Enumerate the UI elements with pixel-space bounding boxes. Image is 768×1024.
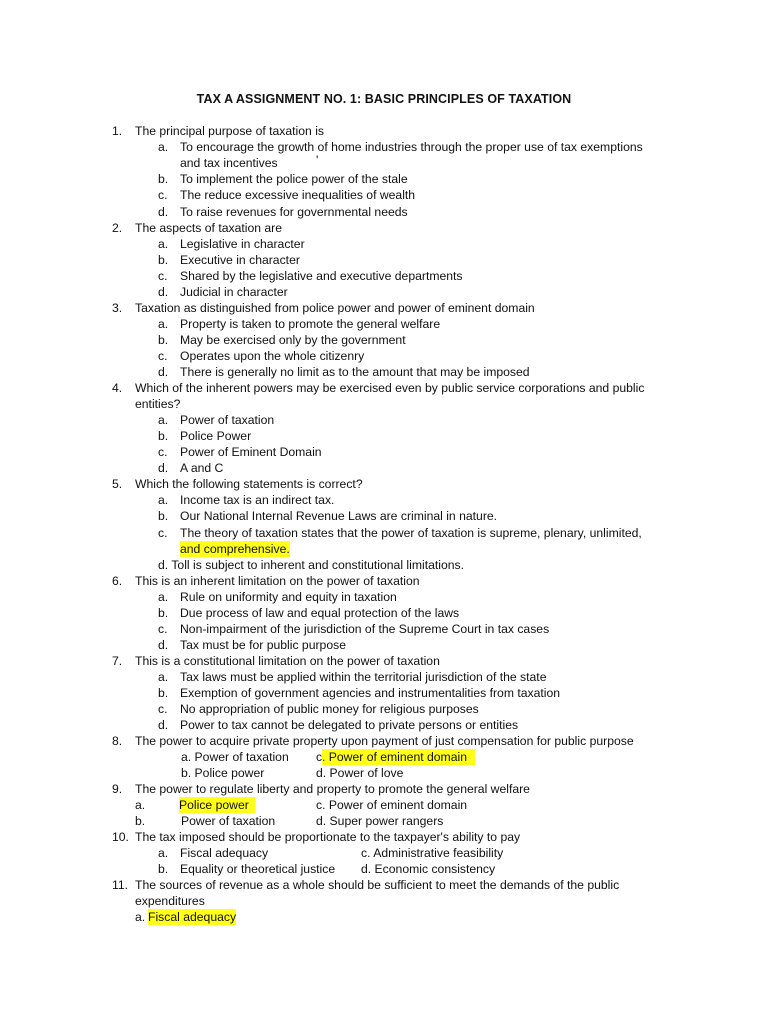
q5-option-b-letter: b. xyxy=(158,509,169,523)
question-9-text: The power to regulate liberty and property to promote the general welfare xyxy=(135,782,530,796)
q6-option-c-letter: c. xyxy=(158,622,168,636)
q1-option-b-text: To implement the police power of the stale xyxy=(180,172,408,186)
q3-option-c-letter: c. xyxy=(158,349,168,363)
q10-option-b-letter: b. xyxy=(158,862,169,876)
q1-option-a-letter: a. xyxy=(158,140,169,154)
q6-option-d-text: Tax must be for public purpose xyxy=(180,638,346,652)
q9-option-c: c. Power of eminent domain xyxy=(316,798,468,812)
q4-option-c-letter: c. xyxy=(158,445,168,459)
question-4-text: Which of the inherent powers may be exercised even by public service corporations and public xyxy=(135,381,645,395)
question-11-number: 11. xyxy=(112,878,129,892)
question-5-number: 5. xyxy=(112,477,123,491)
q10-option-a-text: Fiscal adequacy xyxy=(180,846,269,860)
q4-option-b-text: Police Power xyxy=(180,429,252,443)
q10-option-c: c. Administrative feasibility xyxy=(361,846,504,860)
q2-option-a-text: Legislative in character xyxy=(180,237,305,251)
stray-mark: ' xyxy=(316,153,319,167)
q6-option-a-letter: a. xyxy=(158,590,169,604)
q1-option-c-letter: c. xyxy=(158,188,168,202)
q5-option-a-letter: a. xyxy=(158,493,169,507)
q6-option-d-letter: d. xyxy=(158,638,169,652)
q1-option-b-letter: b. xyxy=(158,172,169,186)
q5-option-a-text: Income tax is an indirect tax. xyxy=(180,493,335,507)
q2-option-b-text: Executive in character xyxy=(180,253,300,267)
q3-option-c-text: Operates upon the whole citizenry xyxy=(180,349,365,363)
q8-option-b: b. Police power xyxy=(181,766,265,780)
q5-option-c-text: The theory of taxation states that the power of taxation is supreme, plenary, unlimited, xyxy=(180,526,642,540)
q3-option-b-text: May be exercised only by the government xyxy=(180,333,406,347)
q7-option-d-letter: d. xyxy=(158,718,169,732)
question-9-number: 9. xyxy=(112,782,123,796)
q2-option-a-letter: a. xyxy=(158,237,169,251)
question-2-number: 2. xyxy=(112,221,123,235)
q3-option-b-letter: b. xyxy=(158,333,169,347)
q7-option-d-text: Power to tax cannot be delegated to private persons or entities xyxy=(180,718,519,732)
q9-option-d: d. Super power rangers xyxy=(316,814,444,828)
q9-option-b-text: Power of taxation xyxy=(181,814,276,828)
question-7-text: This is a constitutional limitation on the power of taxation xyxy=(135,654,440,668)
question-8-text: The power to acquire private property upon payment of just compensation for public purpose xyxy=(135,734,634,748)
question-2-text: The aspects of taxation are xyxy=(135,221,283,235)
q4-option-c-text: Power of Eminent Domain xyxy=(180,445,322,459)
question-4-text-cont: entities? xyxy=(135,397,181,411)
q3-option-d-letter: d. xyxy=(158,365,169,379)
q8-option-a: a. Power of taxation xyxy=(181,750,289,764)
question-10-text: The tax imposed should be proportionate to the taxpayer's ability to pay xyxy=(135,830,521,844)
q1-option-a-text: To encourage the growth of home industries through the proper use of tax exemptions xyxy=(180,140,643,154)
question-11-text-cont: expenditures xyxy=(135,894,205,908)
q1-option-c-text: The reduce excessive inequalities of wealth xyxy=(180,188,416,202)
q7-option-b-text: Exemption of government agencies and instrumentalities from taxation xyxy=(180,686,561,700)
q5-option-c-letter: c. xyxy=(158,526,168,540)
q1-option-d-text: To raise revenues for governmental needs xyxy=(180,205,408,219)
q6-option-a-text: Rule on uniformity and equity in taxation xyxy=(180,590,397,604)
q2-option-d-text: Judicial in character xyxy=(180,285,288,299)
question-8-number: 8. xyxy=(112,734,123,748)
q10-option-a-letter: a. xyxy=(158,846,169,860)
q7-option-c-letter: c. xyxy=(158,702,168,716)
q1-option-a-text-cont: and tax incentives xyxy=(180,156,278,170)
q5-option-b-text: Our National Internal Revenue Laws are criminal in nature. xyxy=(180,509,498,523)
question-11-text: The sources of revenue as a whole should be sufficient to meet the demands of the public xyxy=(135,878,620,892)
q2-option-b-letter: b. xyxy=(158,253,169,267)
q4-option-b-letter: b. xyxy=(158,429,169,443)
q11-option-a-prefix: a. xyxy=(135,910,146,924)
q8-option-c-prefix: c xyxy=(316,750,323,764)
question-7-number: 7. xyxy=(112,654,123,668)
question-3-number: 3. xyxy=(112,301,123,315)
q9-option-a-letter: a. xyxy=(135,798,146,812)
page-title: TAX A ASSIGNMENT NO. 1: BASIC PRINCIPLES OF TAXATION xyxy=(196,92,572,106)
q9-option-b-letter: b. xyxy=(135,814,146,828)
q3-option-a-text: Property is taken to promote the general welfare xyxy=(180,317,441,331)
q10-option-d: d. Economic consistency xyxy=(361,862,496,876)
q4-option-d-letter: d. xyxy=(158,461,169,475)
q6-option-b-text: Due process of law and equal protection of the laws xyxy=(180,606,460,620)
q6-option-b-letter: b. xyxy=(158,606,169,620)
question-5-text: Which the following statements is correct? xyxy=(135,477,363,491)
question-1-number: 1. xyxy=(112,124,123,138)
question-3-text: Taxation as distinguished from police power and power of eminent domain xyxy=(135,301,535,315)
q9-option-a-text: Police power xyxy=(179,797,255,813)
q8-option-c: . Power of eminent domain xyxy=(322,749,475,765)
question-6-number: 6. xyxy=(112,574,123,588)
q7-option-a-letter: a. xyxy=(158,670,169,684)
q4-option-d-text: A and C xyxy=(180,461,224,475)
q5-option-d-text: d. Toll is subject to inherent and constitutional limitations. xyxy=(158,558,464,572)
q2-option-c-text: Shared by the legislative and executive departments xyxy=(180,269,463,283)
q8-option-d: d. Power of love xyxy=(316,766,404,780)
question-1-text: The principal purpose of taxation is xyxy=(135,124,325,138)
q2-option-c-letter: c. xyxy=(158,269,168,283)
q4-option-a-letter: a. xyxy=(158,413,169,427)
q7-option-c-text: No appropriation of public money for religious purposes xyxy=(180,702,479,716)
q4-option-a-text: Power of taxation xyxy=(180,413,275,427)
q7-option-b-letter: b. xyxy=(158,686,169,700)
question-6-text: This is an inherent limitation on the power of taxation xyxy=(135,574,420,588)
q7-option-a-text: Tax laws must be applied within the territorial jurisdiction of the state xyxy=(180,670,547,684)
q3-option-d-text: There is generally no limit as to the amount that may be imposed xyxy=(180,365,530,379)
question-4-number: 4. xyxy=(112,381,123,395)
q10-option-b-text: Equality or theoretical justice xyxy=(180,862,336,876)
q3-option-a-letter: a. xyxy=(158,317,169,331)
q1-option-d-letter: d. xyxy=(158,205,169,219)
q2-option-d-letter: d. xyxy=(158,285,169,299)
q6-option-c-text: Non-impairment of the jurisdiction of the Supreme Court in tax cases xyxy=(180,622,550,636)
q11-option-a-text: Fiscal adequacy xyxy=(148,910,237,924)
question-10-number: 10. xyxy=(112,830,129,844)
q5-option-c-text-cont: and comprehensive. xyxy=(180,542,290,556)
